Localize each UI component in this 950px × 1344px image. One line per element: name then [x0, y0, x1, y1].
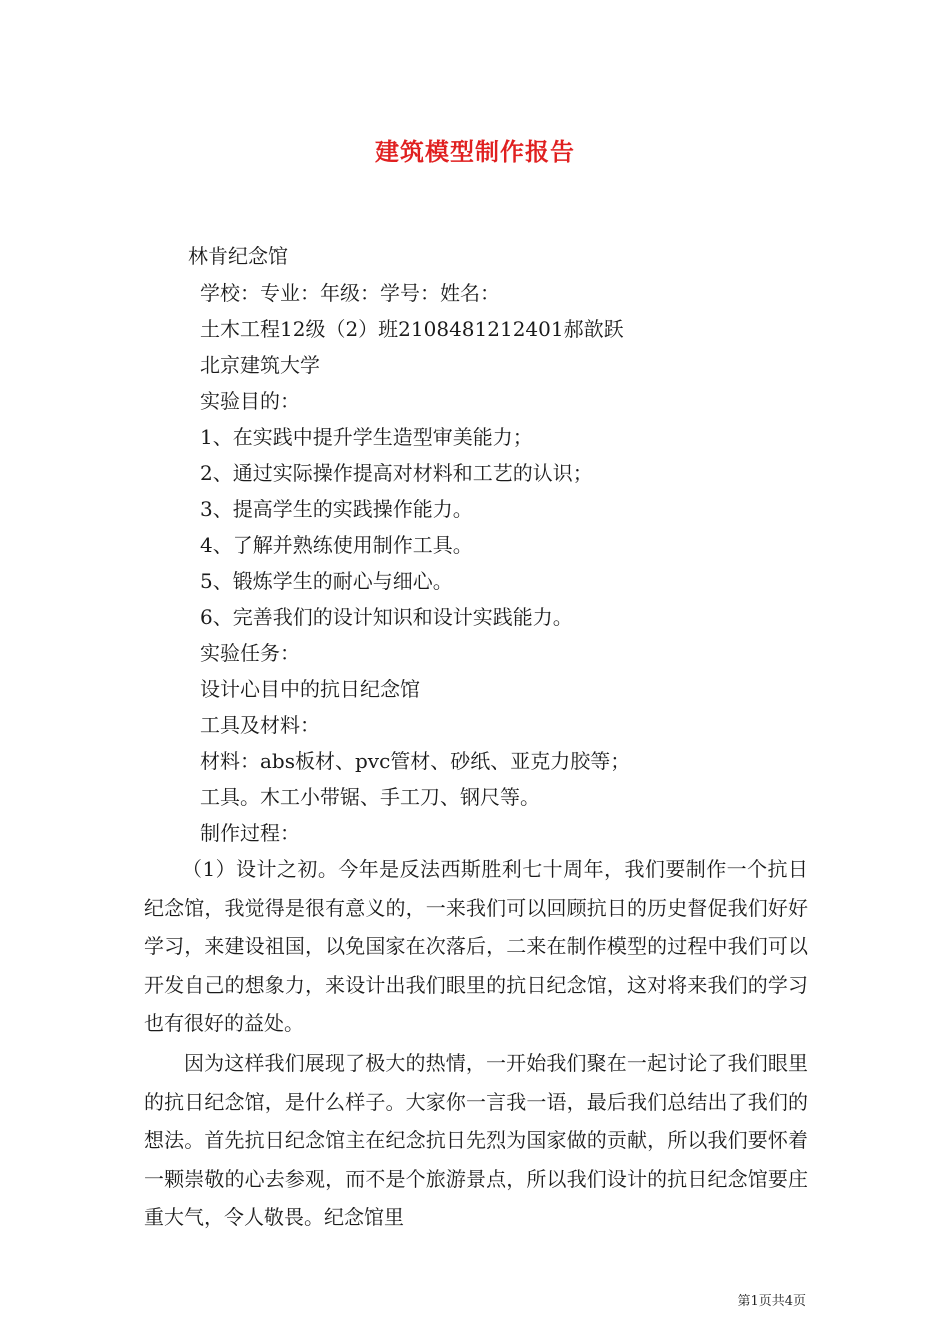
- text-line: 2、通过实际操作提高对材料和工艺的认识；: [200, 461, 593, 485]
- text-line: 1、在实践中提升学生造型审美能力；: [200, 425, 533, 449]
- text-line: 工具。木工小带锯、手工刀、钢尺等。: [200, 785, 540, 809]
- text-line: 工具及材料：: [200, 713, 320, 737]
- text-line: 实验目的：: [200, 389, 300, 413]
- text-line: 学校：专业：年级：学号：姓名：: [200, 281, 500, 305]
- text-line: 北京建筑大学: [200, 353, 320, 377]
- document-title: 建筑模型制作报告: [375, 137, 575, 166]
- text-line: 3、提高学生的实践操作能力。: [200, 497, 473, 521]
- text-line: 5、锻炼学生的耐心与细心。: [200, 569, 453, 593]
- text-line: 实验任务：: [200, 641, 300, 665]
- paragraph: （1）设计之初。今年是反法西斯胜利七十周年，我们要制作一个抗日纪念馆，我觉得是很有意义的，一来我们可以回顾抗日的历史督促我们好好学习，来建设祖国，以免国家在次落后，二来在制作模型的过程中我们可以开发自己的想象力，来设计出我们眼里的抗日纪念馆，这对将来我们的学习也有很好的益处。: [144, 857, 808, 1036]
- text-line: 材料：abs板材、pvc管材、砂纸、亚克力胶等；: [200, 749, 631, 773]
- text-line: 制作过程：: [200, 821, 300, 845]
- text-line: 土木工程12级（2）班2108481212401郝歆跃: [200, 317, 624, 341]
- text-line: 6、完善我们的设计知识和设计实践能力。: [200, 605, 573, 629]
- page-footer: 第1页共4页: [737, 1294, 806, 1309]
- text-line: 4、了解并熟练使用制作工具。: [200, 533, 473, 557]
- text-line: 设计心目中的抗日纪念馆: [200, 677, 420, 701]
- paragraph: 因为这样我们展现了极大的热情，一开始我们聚在一起讨论了我们眼里的抗日纪念馆，是什么样子。大家你一言我一语，最后我们总结出了我们的想法。首先抗日纪念馆主在纪念抗日先烈为国家做的贡献，所以我们要怀着一颗崇敬的心去参观，而不是个旅游景点，所以我们设计的抗日纪念馆要庄重大气，令人敬畏。纪念馆里: [144, 1051, 808, 1230]
- text-line: 林肯纪念馆: [188, 244, 288, 268]
